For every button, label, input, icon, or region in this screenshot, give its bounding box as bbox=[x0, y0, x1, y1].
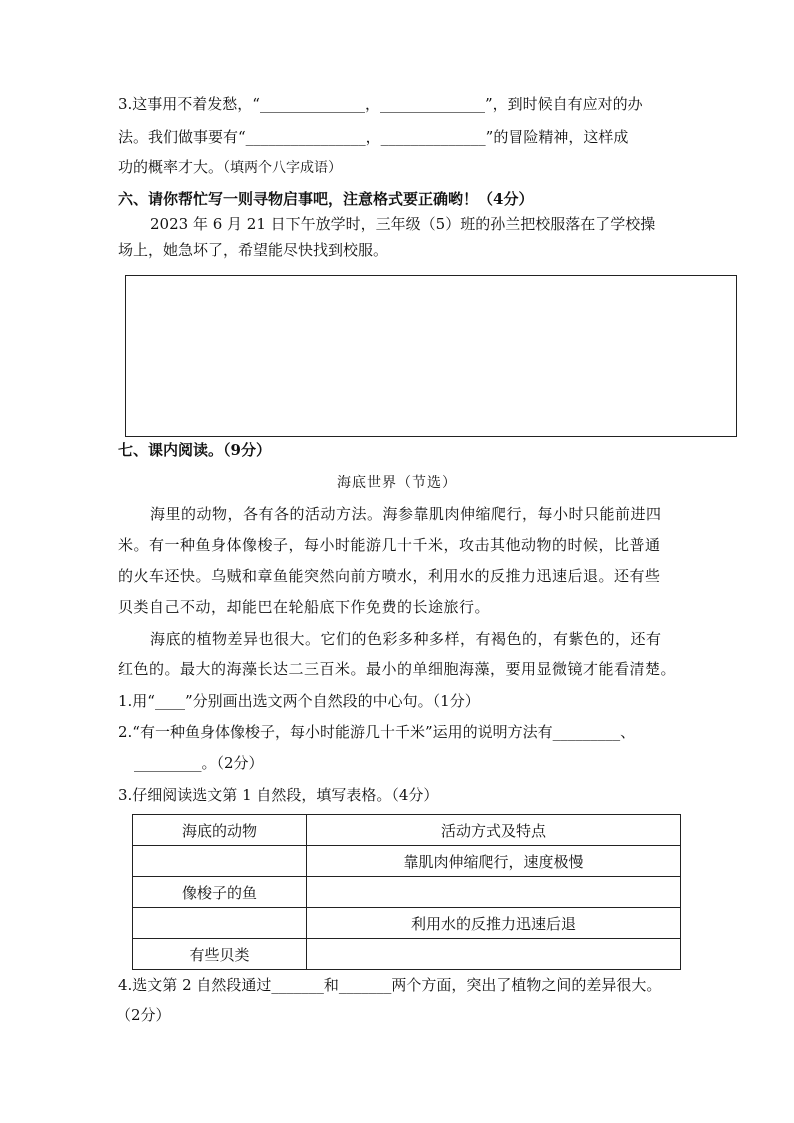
passage-title: 海底世界（节选） bbox=[337, 475, 457, 491]
table-cell: 靠肌肉伸缩爬行，速度极慢 bbox=[307, 846, 681, 877]
passage-para2-line-1: 海底的植物差异也很大。它们的色彩多种多样，有褐色的，有紫色的，还有 bbox=[150, 630, 662, 648]
section6-prompt-1: 2023 年 6 月 21 日下午放学时，三年级（5）班的孙兰把校服落在了学校操 bbox=[150, 215, 656, 233]
q3-note: （填两个八字成语） bbox=[223, 160, 343, 176]
q3-line-3 bbox=[118, 160, 342, 175]
q3-line-1: 3.这事用不着发愁，“______________，______________”，到时候自有应对的办 bbox=[118, 95, 643, 113]
table-header-method: 活动方式及特点 bbox=[307, 815, 681, 846]
table-row bbox=[133, 877, 681, 908]
question-4-line-2: （2分） bbox=[116, 1006, 171, 1024]
table-cell: 有些贝类 bbox=[133, 939, 307, 970]
section6-heading: 六、请你帮忙写一则寻物启事吧，注意格式要正确哟！（4分） bbox=[118, 190, 534, 208]
question-4-line-1: 4.选文第 2 自然段通过_______和_______两个方面，突出了植物之间的差异很大。 bbox=[118, 976, 662, 994]
question-3: 3.仔细阅读选文第 1 自然段，填写表格。（4分） bbox=[118, 786, 439, 804]
table-cell: 像梭子的鱼 bbox=[133, 877, 307, 908]
q3-line-2: 法。我们做事要有“________________，______________”的冒险精神，这样成 bbox=[118, 128, 629, 146]
passage-para1-line-2: 米。有一种鱼身体像梭子，每小时能游几十千米，攻击其他动物的时候，比普通 bbox=[118, 536, 661, 554]
table-cell: 利用水的反推力迅速后退 bbox=[307, 908, 681, 939]
section7-heading: 七、课内阅读。（9分） bbox=[118, 441, 271, 459]
table-cell[interactable] bbox=[133, 846, 307, 877]
passage-para1-line-3: 的火车还快。乌贼和章鱼能突然向前方喷水，利用水的反推力迅速后退。还有些 bbox=[118, 567, 661, 585]
fill-table bbox=[132, 814, 681, 970]
question-1: 1.用“____”分别画出选文两个自然段的中心句。（1分） bbox=[118, 692, 480, 710]
passage-para2-line-2: 红色的。最大的海藻长达二三百米。最小的单细胞海藻，要用显微镜才能看清楚。 bbox=[118, 660, 677, 678]
table-row bbox=[133, 908, 681, 939]
table-header-animal: 海底的动物 bbox=[133, 815, 307, 846]
table-cell[interactable] bbox=[307, 939, 681, 970]
passage-para1-line-4: 贝类自己不动，却能巴在轮船底下作免费的长途旅行。 bbox=[118, 598, 491, 616]
table-header-row bbox=[133, 815, 681, 846]
q3-line-3-text: 功的概率才大。 bbox=[118, 158, 224, 176]
section6-prompt-2: 场上，她急坏了，希望能尽快找到校服。 bbox=[118, 241, 389, 259]
passage-para1-line-1: 海里的动物，各有各的活动方法。海参靠肌肉伸缩爬行，每小时只能前进四 bbox=[150, 505, 662, 523]
table-cell[interactable] bbox=[133, 908, 307, 939]
table-row bbox=[133, 846, 681, 877]
table-cell[interactable] bbox=[307, 877, 681, 908]
answer-box[interactable] bbox=[125, 275, 737, 437]
question-2-line-1: 2.“有一种鱼身体像梭子，每小时能游几十千米”运用的说明方法有_________、 bbox=[118, 723, 636, 741]
table-row bbox=[133, 939, 681, 970]
question-2-line-2: _________。（2分） bbox=[134, 754, 264, 772]
